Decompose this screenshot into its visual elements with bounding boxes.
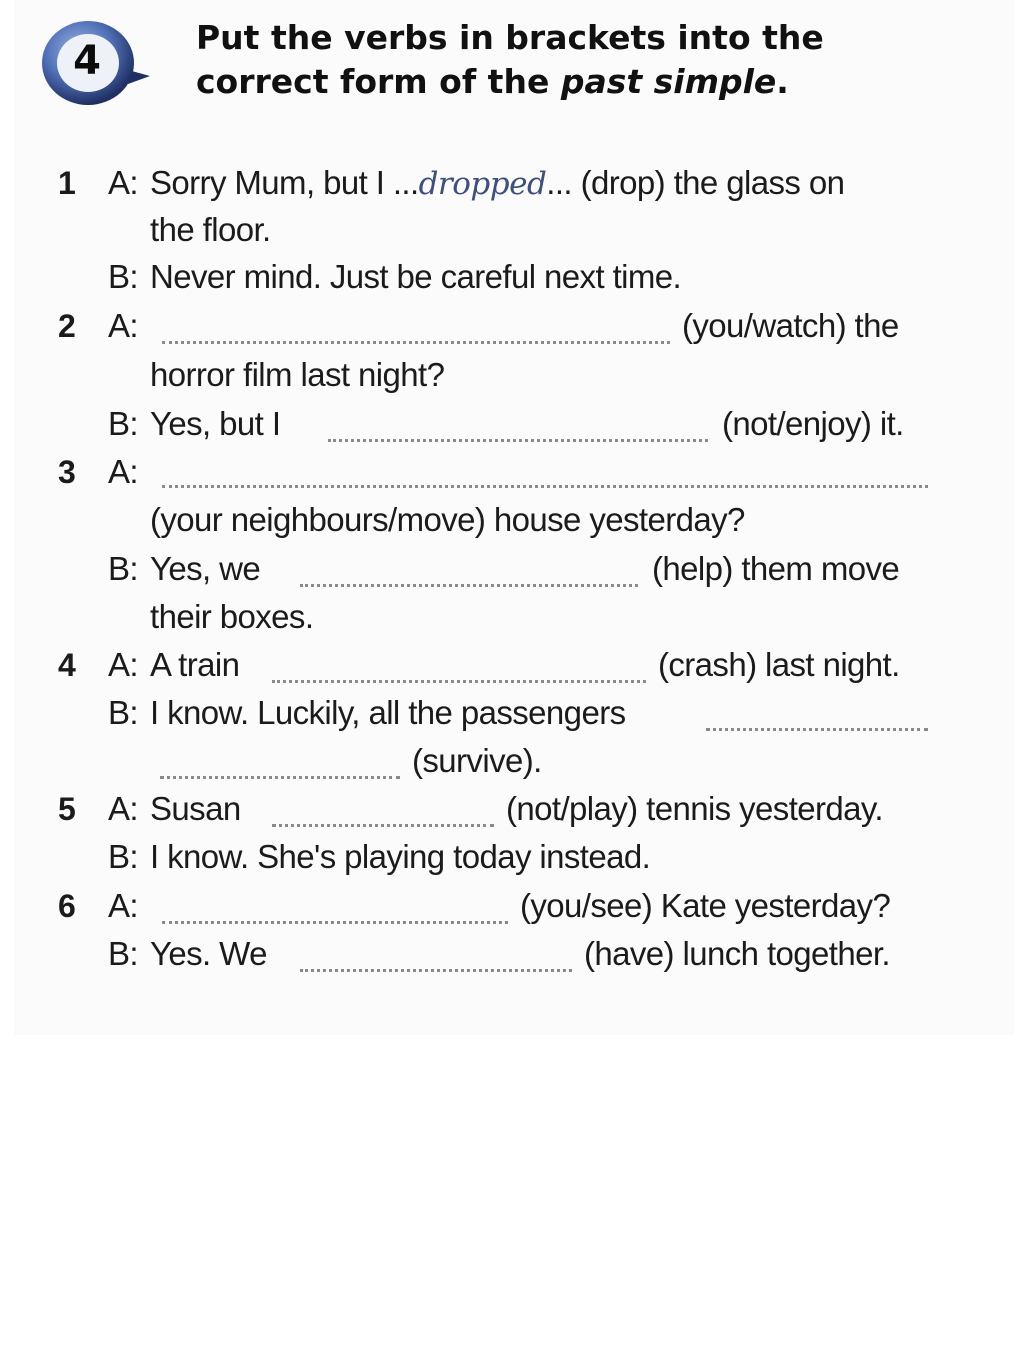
speaker-b-label: B:: [108, 405, 138, 442]
answer-blank[interactable]: [160, 776, 400, 779]
question-number: 2: [58, 308, 76, 344]
speaker-a-label: A:: [108, 790, 138, 827]
exercise-instruction: Put the verbs in brackets into the correct form of the past simple.: [196, 18, 824, 101]
answer-blank[interactable]: [272, 824, 494, 827]
answer-text: dropped: [418, 166, 547, 202]
speaker-a-label: A:: [108, 887, 138, 924]
speaker-a-label: A:: [108, 307, 138, 344]
speaker-b-label: B:: [108, 550, 138, 587]
answer-blank[interactable]: [300, 969, 572, 972]
exercise-number-badge: [28, 18, 152, 108]
question-number: 3: [58, 454, 76, 490]
speaker-b-label: B:: [108, 694, 138, 731]
exercise-number: 4: [73, 38, 101, 84]
speaker-b-label: B:: [108, 258, 138, 295]
question-number: 5: [58, 791, 76, 827]
answer-blank[interactable]: [328, 439, 708, 442]
answer-blank[interactable]: [272, 680, 646, 683]
answer-blank[interactable]: [162, 921, 508, 924]
answer-blank[interactable]: [300, 584, 638, 587]
speaker-a-label: A:: [108, 164, 138, 201]
speaker-b-label: B:: [108, 935, 138, 972]
question-number: 6: [58, 888, 76, 924]
speaker-a-label: A:: [108, 453, 138, 490]
question-text: Sorry Mum, but I ...dropped... (drop) the glass on: [150, 164, 845, 202]
question-number: 4: [58, 647, 76, 683]
speaker-b-label: B:: [108, 838, 138, 875]
answer-blank[interactable]: [162, 485, 928, 488]
question-number: 1: [58, 165, 76, 201]
answer-blank[interactable]: [162, 341, 670, 344]
answer-blank[interactable]: [706, 728, 928, 731]
speaker-a-label: A:: [108, 646, 138, 683]
